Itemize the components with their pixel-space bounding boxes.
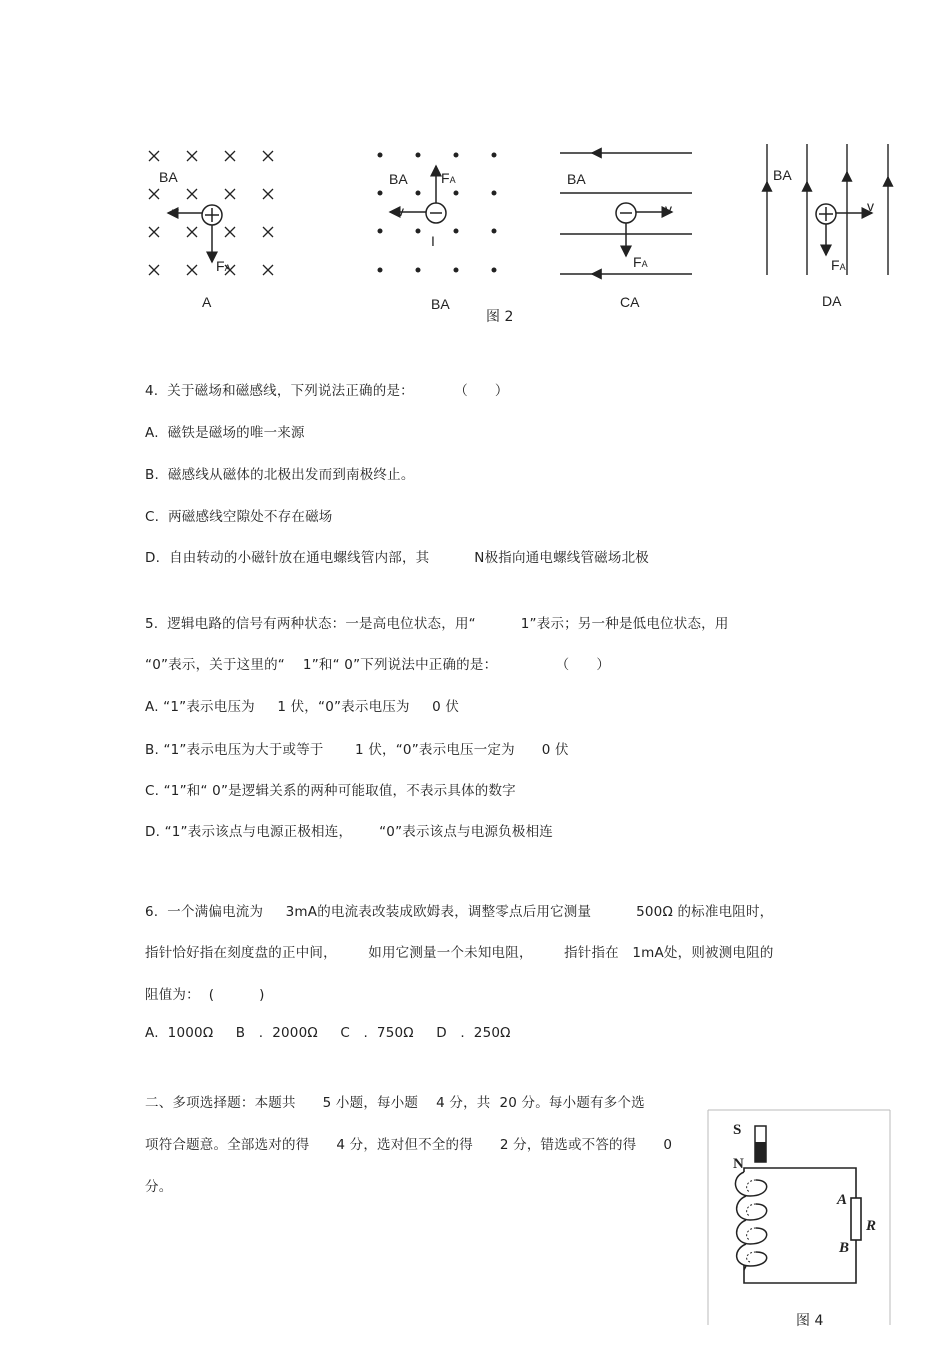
figure-2: [0, 0, 950, 330]
panel-b-label: BA: [431, 296, 450, 312]
figure-4-r-label: R: [866, 1218, 877, 1234]
q5-option-c: C. “1”和“ 0”是逻辑关系的两种可能取值，不表示具体的数字: [145, 783, 516, 799]
section2-line3: 分。: [145, 1179, 173, 1195]
q4-option-d: D. 自由转动的小磁针放在通电螺线管内部，其 N极指向通电螺线管磁场北极: [145, 550, 649, 566]
q4-stem: 4. 关于磁场和磁感线，下列说法正确的是： （ ）: [145, 383, 509, 399]
panel-b-velocity-label: v: [397, 203, 404, 219]
q4-option-c: C. 两磁感线空隙处不存在磁场: [145, 509, 333, 525]
panel-c-force-label: FA: [633, 254, 648, 270]
q5-option-d: D. “1”表示该点与电源正极相连， “0”表示该点与电源负极相连: [145, 824, 553, 840]
panel-d-field-label: BA: [773, 167, 792, 183]
panel-a-field-label: BA: [159, 169, 178, 185]
panel-a-label: A: [202, 294, 212, 310]
panel-d-force-label: FA: [831, 257, 846, 273]
q6-stem-line2: 指针恰好指在刻度盘的正中间， 如用它测量一个未知电阻， 指针指在 1mA处，则被测电阻的: [145, 945, 774, 961]
q6-options: A. 1000Ω B . 2000Ω C . 750Ω D . 250Ω: [145, 1025, 511, 1041]
section2-line2: 项符合题意。全部选对的得 4 分，选对但不全的得 2 分，错选或不答的得 0: [145, 1137, 673, 1153]
q4-option-a: A. 磁铁是磁场的唯一来源: [145, 425, 305, 441]
figure-4-a-label: A: [837, 1192, 848, 1208]
q5-option-a: A. “1”表示电压为 1 伏，“0”表示电压为 0 伏: [145, 699, 460, 715]
panel-b-force-label: FA: [441, 170, 456, 186]
panel-c-field-label: BA: [567, 171, 586, 187]
panel-c-velocity-label: v: [665, 201, 672, 217]
panel-d-label: DA: [822, 293, 842, 309]
figure-4-b-label: B: [839, 1240, 850, 1256]
q5-stem-line2: “0”表示，关于这里的“ 1”和“ 0”下列说法中正确的是： （ ）: [145, 657, 611, 673]
q4-option-b: B. 磁感线从磁体的北极出发而到南极终止。: [145, 467, 415, 483]
q5-stem-line1: 5. 逻辑电路的信号有两种状态：一是高电位状态，用“ 1”表示；另一种是低电位状态，用: [145, 616, 729, 632]
panel-a-velocity-label: v: [172, 204, 179, 220]
q6-stem-line1: 6. 一个满偏电流为 3mA的电流表改装成欧姆表，调整零点后用它测量 500Ω 的标准电阻时，: [145, 904, 774, 920]
panel-d-charge: [816, 204, 872, 255]
figure-4-s-label: S: [733, 1122, 742, 1138]
panel-c-label: CA: [620, 294, 640, 310]
q5-option-b: B. “1”表示电压为大于或等于 1 伏，“0”表示电压一定为 0 伏: [145, 742, 569, 758]
panel-b-field-label: BA: [389, 171, 408, 187]
figure-4-n-label: N: [733, 1156, 744, 1172]
section2-line1: 二、多项选择题：本题共 5 小题，每小题 4 分，共 20 分。每小题有多个选: [145, 1095, 645, 1111]
figure-2-caption: 图 2: [486, 309, 514, 325]
panel-a-force-label: FA: [216, 258, 231, 274]
figure-4-caption: 图 4: [796, 1313, 824, 1329]
panel-d-velocity-label: v: [867, 198, 874, 214]
q6-stem-line3: 阻值为： ( ): [145, 987, 265, 1003]
panel-b-current-label: I: [431, 233, 435, 249]
panel-c-charge: [616, 203, 672, 256]
